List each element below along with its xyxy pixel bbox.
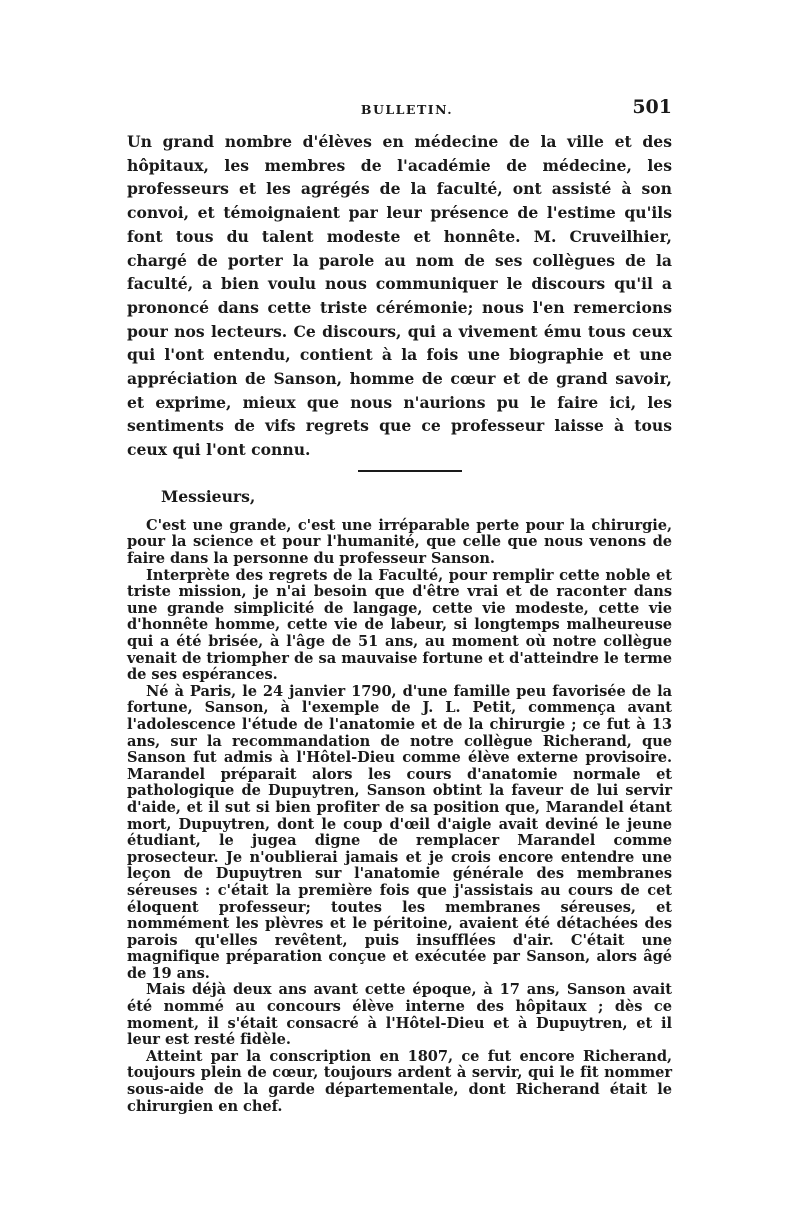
page-number: 501 xyxy=(632,96,672,118)
speech-paragraph: Mais déjà deux ans avant cette époque, à 17 ans, Sanson avait été nommé au concours élève interne des hôpitaux ; dès ce moment, il s'était consacré à l'Hôtel-Dieu et à Dupuytren, et il leur est resté fidèle. xyxy=(127,981,672,1049)
intro-section xyxy=(127,130,672,462)
speech-paragraph: Atteint par la conscription en 1807, ce fut encore Richerand, toujours plein de cœur, toujours ardent à servir, qui le fit nommer sous-aide de la garde départementale, dont Richerand était le chirurgien en chef. xyxy=(127,1047,672,1115)
speech-paragraph: Interprète des regrets de la Faculté, pour remplir cette noble et triste mission, je n'ai besoin que d'être vrai et de raconter dans une grande simplicité de langage, cette vie modeste, cette vie d'honnête homme, cette vie de labeur, si longtemps malheureuse qui a été brisée, à l'âge de 51 ans, au moment où notre collègue venait de triompher de sa mauvaise fortune et d'atteindre le terme de ses espérances. xyxy=(127,566,672,684)
running-head: BULLETIN. xyxy=(360,102,454,117)
book-page xyxy=(127,92,672,1115)
speech-body xyxy=(127,518,672,1115)
page-header xyxy=(127,92,672,122)
speech-paragraph: C'est une grande, c'est une irréparable perte pour la chirurgie, pour la science et pour l'humanité, que celle que nous venons de faire dans la personne du professeur Sanson. xyxy=(127,516,672,568)
speech-paragraph: Né à Paris, le 24 janvier 1790, d'une famille peu favorisée de la fortune, Sanson, à l'exemple de J. L. Petit, commença avant l'adolescence l'étude de l'anatomie et de la chirurgie ; ce fut à 13 ans, sur la recommandation de notre collègue Richerand, que Sanson fut admis à l'Hôtel-Dieu comme élève externe provisoire. Marandel préparait alors les cours d'anatomie normale et pathologique de Dupuytren, Sanson obtint la faveur de lui servir d'aide, et il sut si bien profiter de sa position que, Marandel étant mort, Dupuytren, dont le coup d'œil d'aigle avait deviné le jeune étudiant, le jugea digne de remplacer Marandel comme prosecteur. Je n'oublierai jamais et je crois encore entendre une leçon de Dupuytren sur l'anatomie générale des membranes séreuses : c'était la première fois que j'assistais au cours de cet éloquent professeur; toutes les membranes séreuses, et nommément les plèvres et le péritoine, avaient été détachées des parois qu'elles revêtent, puis insufflées d'air. C'était une magnifique préparation conçue et exécutée par Sanson, alors âgé de 19 ans. xyxy=(127,682,672,982)
salutation: Messieurs, xyxy=(161,486,256,506)
intro-paragraph: Un grand nombre d'élèves en médecine de la ville et des hôpitaux, les membres de l'académie de médecine, les professeurs et les agrégés de la faculté, ont assisté à son convoi, et témoignaient par leur présence de l'estime qu'ils font tous du talent modeste et honnête. M. Cruveilhier, chargé de porter la parole au nom de ses collègues de la faculté, a bien voulu nous communiquer le discours qu'il a prononcé dans cette triste cérémonie; nous l'en remercions pour nos lecteurs. Ce discours, qui a vivement ému tous ceux qui l'ont entendu, contient à la fois une biographie et une appréciation de Sanson, homme de cœur et de grand savoir, et exprime, mieux que nous n'aurions pu le faire ici, les sentiments de vifs regrets que ce professeur laisse à tous ceux qui l'ont connu. xyxy=(127,132,672,460)
section-divider xyxy=(358,470,462,472)
